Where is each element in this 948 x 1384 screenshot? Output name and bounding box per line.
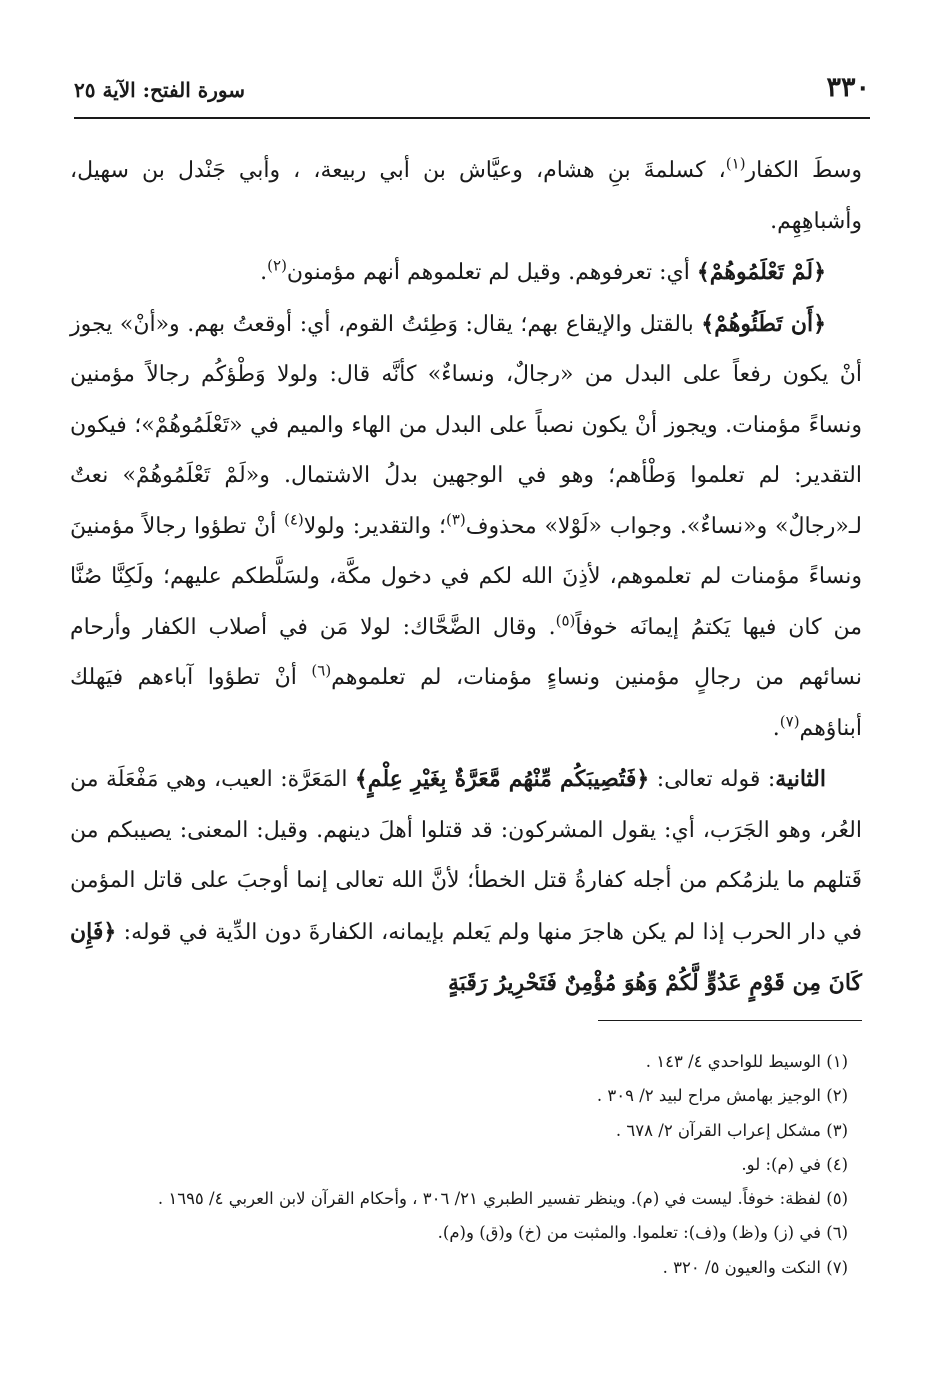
text-run: . وقال الضَّحَّاك: لولا مَن في أصلاب الكفار وأرحام نسائهم من رجالٍ مؤمنين ونساءٍ مؤمنات، لم تعلموهم — [70, 614, 862, 690]
paragraph-4 — [70, 754, 862, 1010]
footnote-ref: (٦) — [311, 661, 332, 680]
text-run: بالقتل والإيقاع بهم؛ يقال: وَطِئتُ القوم، أي: أوقعتُ بهم. و«أنْ» يجوز أنْ يكون رفعاً على البدل من «رجالٌ، ونساءٌ» كأنَّه قال: ولولا وَطْؤكُم رجالاً مؤمنين ونساءً مؤمنات. ويجوز أنْ يكون نصباً على البدل من الهاء والميم في «تَعْلَمُوهُمْ»؛ فيكون التقدير: لم تعلموا وَطْأهم؛ وهو في الوجهين بدلُ الاشتمال. و«لَمْ تَعْلَمُوهُمْ» نعتٌ لـ«رجالٌ» و«نساءٌ». وجواب «لَوْلا» محذوف — [70, 311, 862, 539]
quran-quote: ﴿فَإِن كَانَ مِن قَوْمٍ عَدُوٍّ لَّكُمْ وَهُوَ مُؤْمِنٌ فَتَحْرِيرُ رَقَبَةٍ — [70, 918, 862, 996]
text-run: وسطَ الكفار — [745, 158, 862, 183]
footnote-ref: (٧) — [779, 712, 800, 731]
footnote-7: (٧) النكت والعيون ٥/ ٣٢٠ . — [662, 1257, 848, 1277]
running-title: سورة الفتح: الآية ٢٥ — [74, 78, 245, 102]
text-run: أنْ تطؤوا رجالاً مؤمنينَ ونساءً مؤمنات لم تعلموهم، لأذِنَ الله لكم في دخول مكَّة، ولسَلَّطكم عليهم؛ ولَكِنَّا صُنَّا من كان فيها يَكتمُ إيمانَه خوفاً — [70, 513, 862, 640]
text-run: أي: تعرفوهم. وقيل لم تعلموهم أنهم مؤمنون — [286, 260, 697, 285]
paragraph-3 — [70, 299, 862, 755]
text-run: ؛ والتقدير: ولولا — [303, 513, 446, 539]
section-heading: الثانية — [775, 766, 826, 792]
footnote-6: (٦) في (ز) و(ظ) و(ف): تعلموا. والمثبت من (خ) و(ق) و(م). — [437, 1223, 848, 1243]
quran-quote: ﴿لَمْ تَعْلَمُوهُمْ﴾ — [696, 259, 826, 285]
footnotes — [70, 1045, 848, 1285]
quran-quote: ﴿فَتُصِيبَكُم مِّنْهُم مَّعَرَّةٌ بِغَيْرِ عِلْمٍ﴾ — [354, 766, 650, 792]
text-run: : قوله تعالى: — [649, 767, 776, 792]
text-run: المَعَرَّة: العيب، وهي مَفْعَلَة من العُر، وهو الجَرَب، أي: يقول المشركون: قد قتلوا أهلَ دينهم. وقيل: المعنى: يصيبكم من قَتلهم ما يلزمُكم من أجله كفارةُ قتل الخطأ؛ لأنَّ الله تعالى إنما أوجبَ على قاتل المؤمن في دار الحرب إذا لم يكن هاجرَ منها ولم يَعلم بإيمانه، الكفارةَ دون الدِّية في قوله: — [70, 767, 862, 945]
footnote-5: (٥) لفظة: خوفاً. ليست في (م). وينظر تفسير الطبري ٢١/ ٣٠٦ ، وأحكام القرآن لابن العربي ٤/ ١٦٩٥ . — [157, 1189, 848, 1209]
text-run: أنْ تطؤوا آباءهم فيَهلك أبناؤهم — [70, 665, 862, 741]
paragraph-2 — [70, 247, 862, 299]
page-header — [74, 72, 870, 118]
footnote-ref: (١) — [725, 154, 746, 173]
footnote-rule — [598, 1020, 862, 1021]
footnote-2: (٢) الوجيز بهامش مراح لبيد ٢/ ٣٠٩ . — [596, 1086, 848, 1106]
main-text — [70, 146, 862, 1010]
footnote-ref: (٢) — [267, 256, 287, 275]
page-number: ٣٣٠ — [826, 72, 870, 103]
footnote-ref: (٣) — [445, 510, 466, 529]
footnote-1: (١) الوسيط للواحدي ٤/ ١٤٣ . — [645, 1052, 848, 1071]
footnote-ref: (٤) — [284, 510, 304, 529]
header-rule — [74, 117, 870, 119]
footnote-3: (٣) مشكل إعراب القرآن ٢/ ٦٧٨ . — [615, 1120, 848, 1140]
quran-quote: ﴿أَن تَطَئُوهُمْ﴾ — [701, 310, 826, 337]
text-run: ، كسلمةَ بنِ هشام، وعيَّاش بن أبي ربيعة، ، وأبي جَنْدل بن سهيل، وأشباهِهِم. — [70, 158, 862, 234]
footnote-4: (٤) في (م): لو. — [741, 1154, 848, 1174]
footnote-ref: (٥) — [555, 611, 576, 630]
text-run: . — [772, 715, 780, 741]
text-run: . — [260, 260, 268, 285]
paragraph-1 — [70, 146, 862, 247]
